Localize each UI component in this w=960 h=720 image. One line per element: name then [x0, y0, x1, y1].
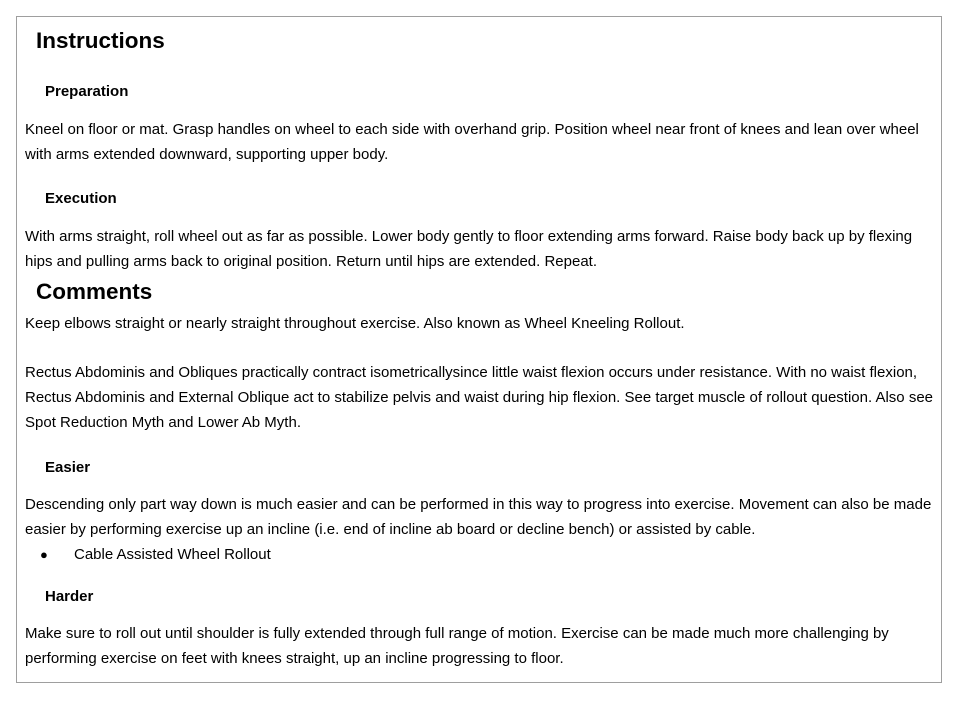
harder-heading: Harder	[45, 588, 94, 605]
preparation-text: Kneel on floor or mat. Grasp handles on wheel to each side with overhand grip. Position wheel near front of knees and lean over wheel with arms extended downward, supporting upper body.	[25, 121, 919, 163]
bullet-icon: ●	[40, 547, 48, 562]
comments-paragraph-2: Rectus Abdominis and Obliques practically contract isometricallysince little waist flexion occurs under resistance. With no waist flexion, Rectus Abdominis and External Oblique act to stabilize pelvis and waist during hip flexion. See target muscle of rollout question. Also see Spot Reduction Myth and Lower Ab Myth.	[25, 364, 934, 431]
execution-text: With arms straight, roll wheel out as far as possible. Lower body gently to floor extending arms forward. Raise body back up by flexing hips and pulling arms back to original position. Return until hips are extended. Repeat.	[25, 228, 913, 270]
easier-bullet-text: Cable Assisted Wheel Rollout	[74, 546, 271, 563]
instructions-title: Instructions	[36, 28, 165, 53]
comments-paragraph-1: Keep elbows straight or nearly straight throughout exercise. Also known as Wheel Kneeling Rollout.	[25, 315, 685, 332]
harder-text: Make sure to roll out until shoulder is fully extended through full range of motion. Exercise can be made much more challenging by performing exercise on feet with knees straight, up an incline progressing to floor.	[25, 625, 889, 667]
comments-title: Comments	[36, 279, 153, 304]
list-item	[25, 542, 925, 567]
execution-heading: Execution	[45, 190, 117, 207]
easier-heading: Easier	[45, 459, 91, 476]
easier-text: Descending only part way down is much easier and can be performed in this way to progress into exercise. Movement can also be made easier by performing exercise up an incline (i.e. end of incline ab board or decline bench) or assisted by cable.	[25, 496, 932, 538]
preparation-heading: Preparation	[45, 83, 129, 100]
